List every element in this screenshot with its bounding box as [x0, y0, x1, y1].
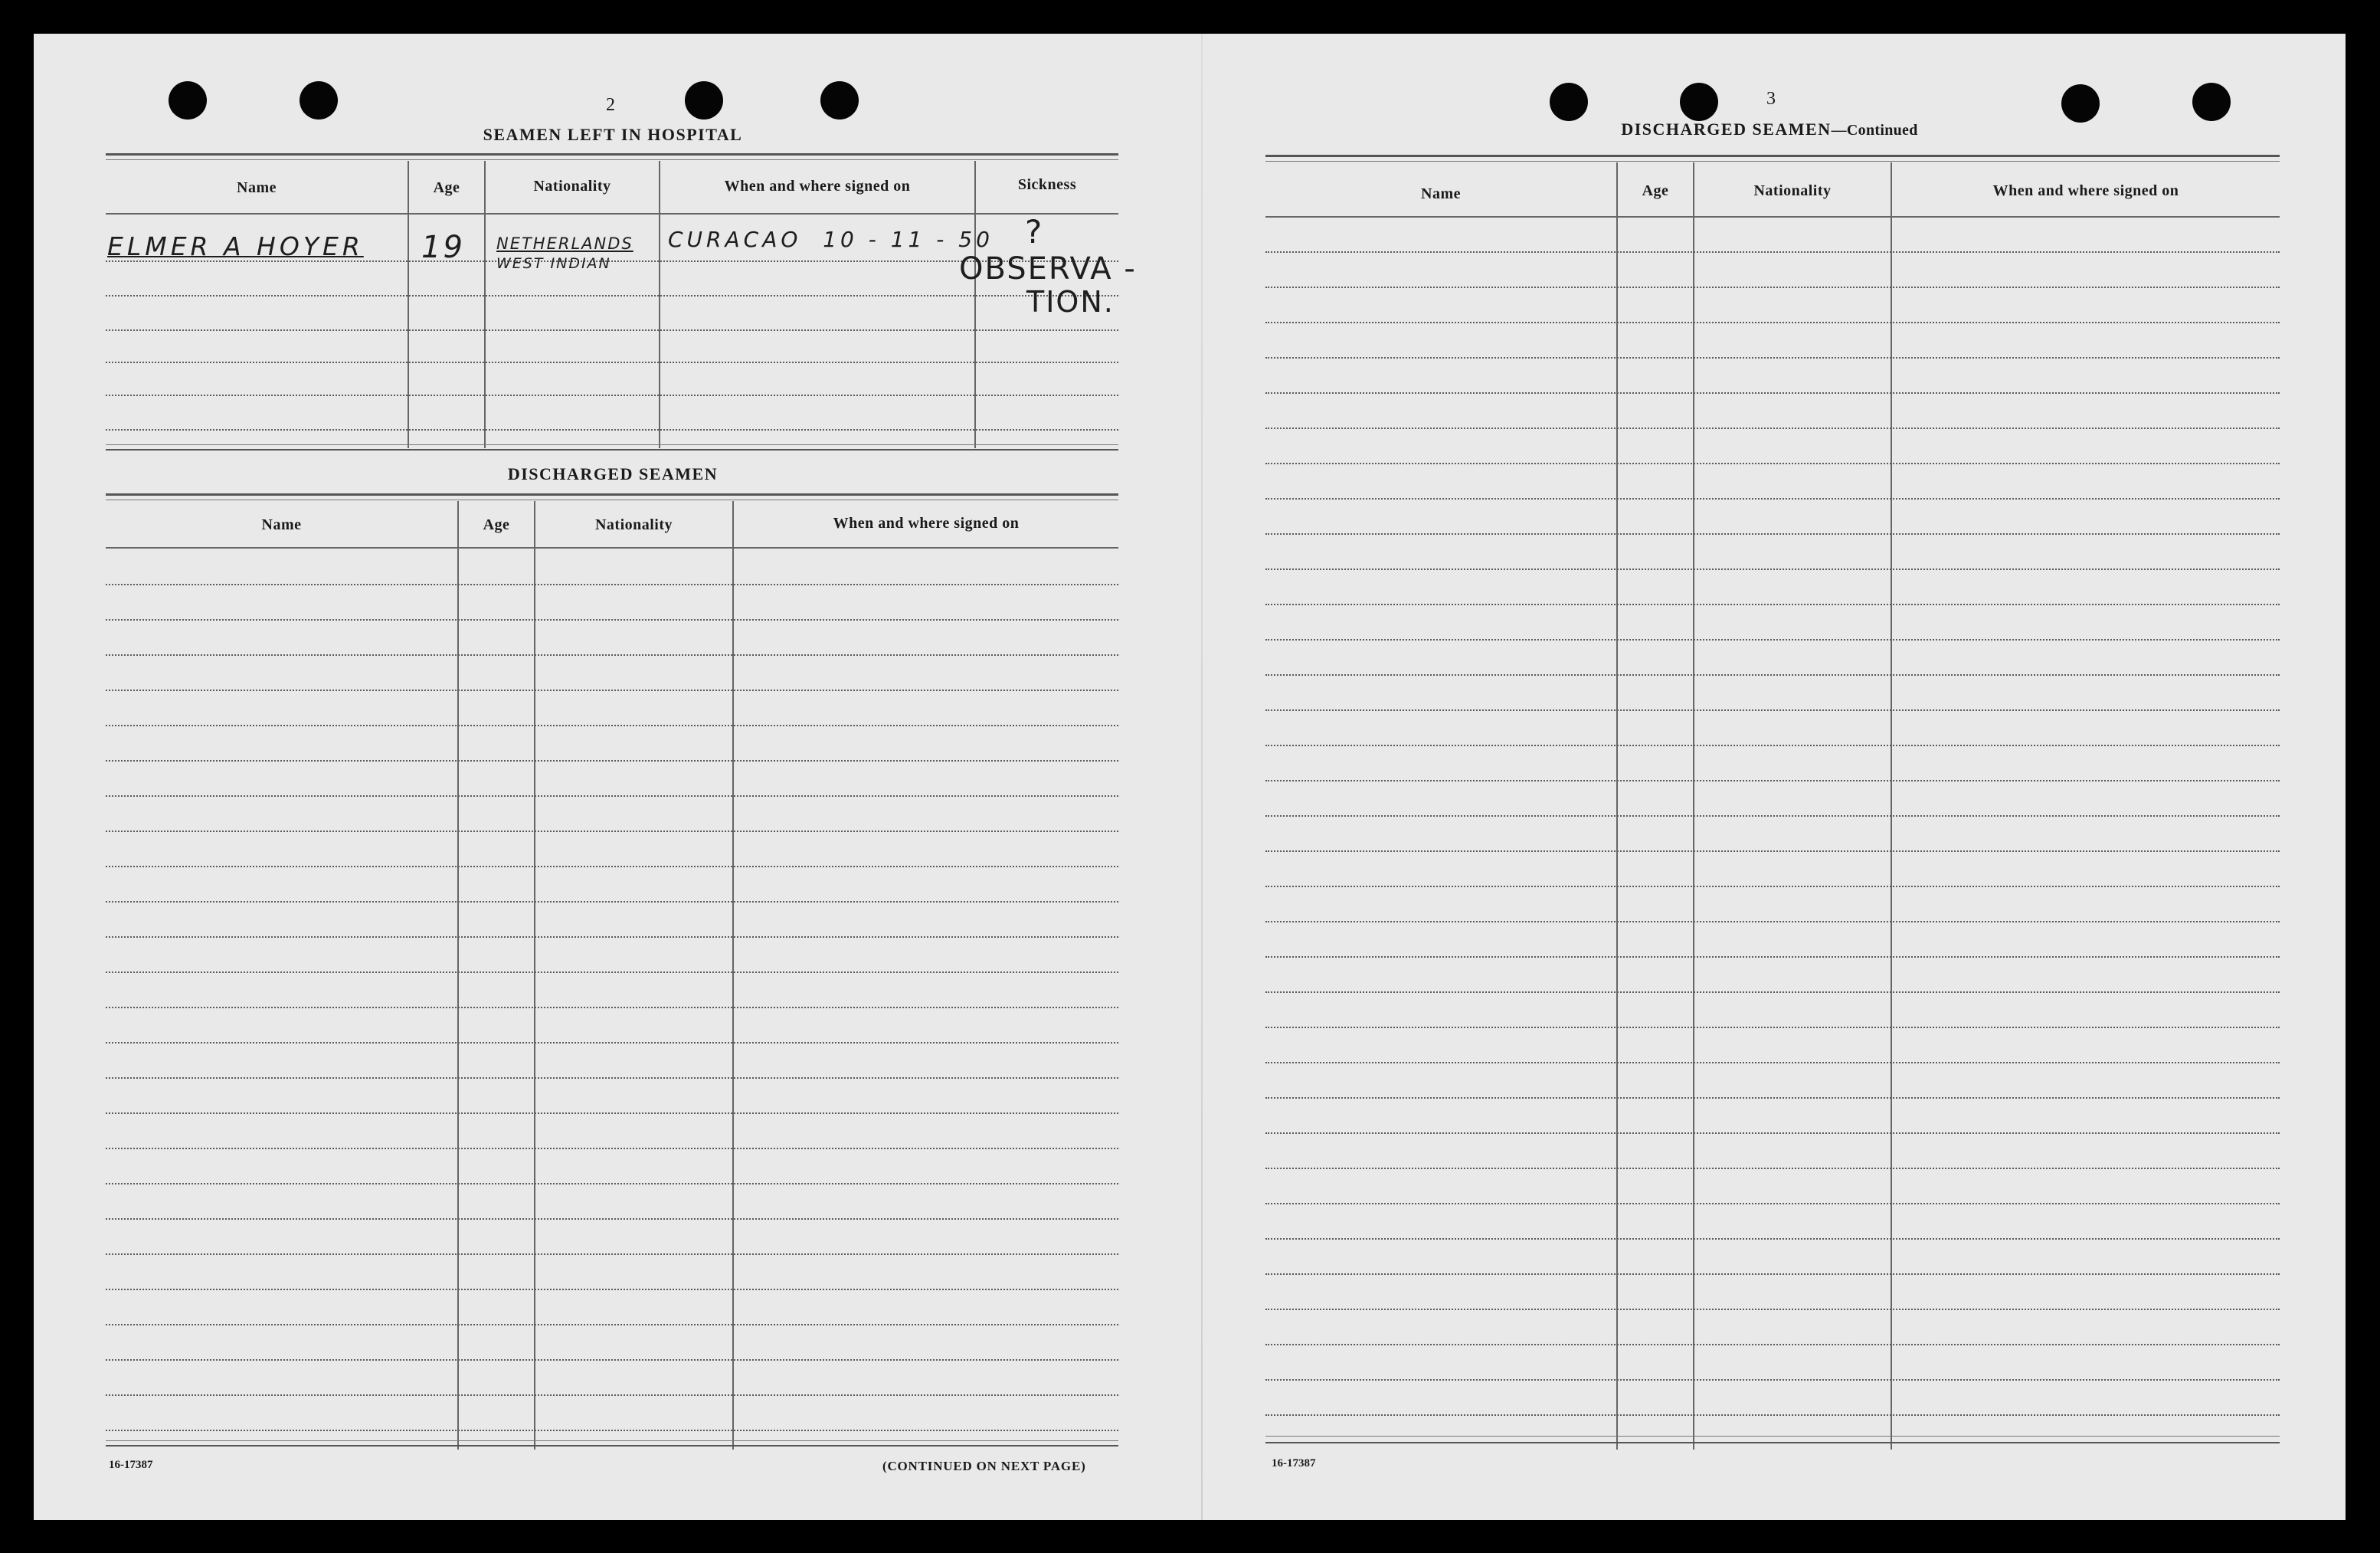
column-header-signed-on: When and where signed on: [1992, 182, 2179, 199]
sickness-question-mark: ?: [1025, 213, 1045, 251]
column-header-sickness: Sickness: [1017, 176, 1077, 193]
patient-nationality-line2: WEST INDIAN: [496, 255, 611, 272]
patient-age: 19: [421, 230, 465, 265]
patient-nationality-line1: NETHERLANDS: [496, 234, 633, 253]
page-fold: [1201, 34, 1203, 1520]
hospital-section-title: SEAMEN LEFT IN HOSPITAL: [483, 125, 743, 144]
discharged-continued-title-main: DISCHARGED SEAMEN: [1621, 120, 1832, 139]
punch-hole: [1550, 83, 1588, 121]
column-header-name: Name: [1421, 185, 1461, 202]
column-header-age: Age: [1642, 182, 1669, 199]
punch-hole: [2192, 83, 2231, 121]
column-header-name: Name: [237, 179, 277, 196]
page-number: 2: [606, 95, 615, 115]
title-continued-suffix: —Continued: [1831, 122, 1918, 139]
punch-hole: [169, 81, 207, 120]
sickness-line2: TION.: [1026, 285, 1115, 319]
form-number: 16-17387: [1272, 1457, 1316, 1469]
punch-hole: [1680, 83, 1718, 121]
column-header-nationality: Nationality: [533, 178, 611, 195]
patient-name: ELMER A HOYER: [107, 231, 364, 261]
hospital-table: [106, 153, 1118, 454]
punch-hole: [820, 81, 859, 120]
page-number: 3: [1766, 89, 1776, 109]
column-header-nationality: Nationality: [1753, 182, 1832, 199]
punch-hole: [300, 81, 338, 120]
column-header-age: Age: [483, 516, 510, 533]
column-header-signed-on: When and where signed on: [724, 178, 911, 195]
column-header-signed-on: When and where signed on: [833, 515, 1020, 532]
discharged-table: [106, 493, 1118, 1451]
patient-signed-on: CURACAO 10 - 11 - 50: [668, 227, 994, 252]
discharged-section-title: DISCHARGED SEAMEN: [507, 464, 719, 483]
column-header-name: Name: [261, 516, 302, 533]
column-header-nationality: Nationality: [594, 516, 673, 533]
discharged-continued-table: [1265, 155, 2280, 1451]
continued-note: (CONTINUED ON NEXT PAGE): [882, 1459, 1086, 1473]
form-number: 16-17387: [109, 1459, 153, 1471]
discharged-continued-title: [1532, 120, 2007, 139]
punch-hole: [685, 81, 723, 120]
punch-hole: [2061, 84, 2100, 123]
sickness-line1: OBSERVA -: [959, 251, 1137, 287]
column-header-age: Age: [433, 179, 460, 196]
